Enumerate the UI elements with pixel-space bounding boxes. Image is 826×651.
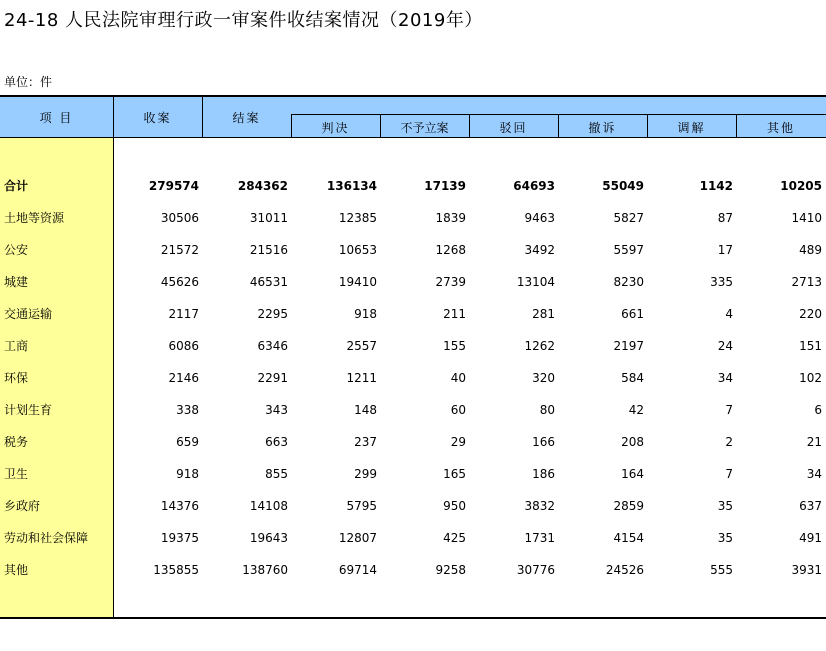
cell-value: 151 (799, 339, 822, 353)
cell-value: 166 (532, 435, 555, 449)
table-top-rule (0, 95, 826, 97)
cell-value: 3492 (524, 243, 555, 257)
row-label: 税务 (4, 435, 29, 449)
cell-value: 918 (176, 467, 199, 481)
header-not-accepted: 不予立案 (400, 121, 449, 135)
table-row (0, 522, 826, 554)
header-bottom-rule (0, 137, 826, 138)
cell-value: 2295 (257, 307, 288, 321)
header-withdrawn: 撤诉 (588, 121, 617, 135)
cell-value: 284362 (237, 179, 288, 193)
cell-value: 12385 (338, 211, 377, 225)
row-label: 工商 (4, 339, 29, 353)
cell-value: 46531 (249, 275, 288, 289)
row-label: 其他 (4, 563, 29, 577)
row-label: 土地等资源 (4, 211, 65, 225)
page-title: 24-18 人民法院审理行政一审案件收结案情况（2019年） (4, 10, 483, 31)
cell-value: 186 (532, 467, 555, 481)
cell-value: 3832 (524, 499, 555, 513)
cell-value: 7 (725, 467, 733, 481)
cell-value: 661 (621, 307, 644, 321)
table-row (0, 458, 826, 490)
header-mediation: 调解 (677, 121, 706, 135)
header-rejected: 驳回 (499, 121, 528, 135)
cell-value: 35 (717, 499, 733, 513)
cell-value: 12807 (338, 531, 377, 545)
header-other: 其他 (766, 121, 795, 135)
cell-value: 80 (539, 403, 555, 417)
cell-value: 338 (176, 403, 199, 417)
table-row-total (0, 170, 826, 202)
cell-value: 30506 (160, 211, 199, 225)
row-label: 公安 (4, 243, 29, 257)
cell-value: 237 (354, 435, 377, 449)
cell-value: 279574 (148, 179, 199, 193)
table-row (0, 298, 826, 330)
row-label: 劳动和社会保障 (4, 531, 89, 545)
cell-value: 21 (806, 435, 822, 449)
cell-value: 14376 (160, 499, 199, 513)
cell-value: 34 (717, 371, 733, 385)
table-row (0, 266, 826, 298)
cell-value: 17 (717, 243, 733, 257)
cell-value: 6346 (257, 339, 288, 353)
cell-value: 9463 (524, 211, 555, 225)
row-label: 交通运输 (4, 307, 53, 321)
cell-value: 299 (354, 467, 377, 481)
cell-value: 30776 (516, 563, 555, 577)
row-label: 城建 (4, 275, 29, 289)
row-label: 卫生 (4, 467, 29, 481)
header-judgment: 判决 (321, 121, 350, 135)
cell-value: 64693 (513, 179, 555, 193)
cell-value: 136134 (326, 179, 377, 193)
table-row (0, 202, 826, 234)
unit-label: 单位：件 (4, 75, 53, 89)
cell-value: 5597 (613, 243, 644, 257)
cell-value: 2557 (346, 339, 377, 353)
cell-value: 55049 (602, 179, 644, 193)
cell-value: 164 (621, 467, 644, 481)
cell-value: 34 (806, 467, 822, 481)
cell-value: 21572 (160, 243, 199, 257)
cell-value: 24 (717, 339, 733, 353)
cell-value: 60 (450, 403, 466, 417)
cell-value: 220 (799, 307, 822, 321)
cell-value: 40 (450, 371, 466, 385)
cell-value: 663 (265, 435, 288, 449)
header-subrule (291, 114, 826, 115)
cell-value: 45626 (160, 275, 199, 289)
cell-value: 4 (725, 307, 733, 321)
header-closed: 结案 (232, 111, 261, 125)
table-row (0, 554, 826, 586)
cell-value: 425 (443, 531, 466, 545)
cell-value: 584 (621, 371, 644, 385)
cell-value: 335 (710, 275, 733, 289)
cell-value: 1731 (524, 531, 555, 545)
cell-value: 855 (265, 467, 288, 481)
cell-value: 2 (725, 435, 733, 449)
cell-value: 1839 (435, 211, 466, 225)
cell-value: 135855 (153, 563, 199, 577)
cell-value: 918 (354, 307, 377, 321)
cell-value: 165 (443, 467, 466, 481)
cell-value: 29 (450, 435, 466, 449)
cell-value: 208 (621, 435, 644, 449)
cell-value: 5827 (613, 211, 644, 225)
cell-value: 1211 (346, 371, 377, 385)
cell-value: 19410 (338, 275, 377, 289)
row-label: 合计 (4, 179, 29, 193)
cell-value: 1268 (435, 243, 466, 257)
cell-value: 281 (532, 307, 555, 321)
row-label: 环保 (4, 371, 29, 385)
header-received: 收案 (143, 111, 172, 125)
cell-value: 14108 (249, 499, 288, 513)
cell-value: 35 (717, 531, 733, 545)
cell-value: 211 (443, 307, 466, 321)
cell-value: 6 (814, 403, 822, 417)
cell-value: 9258 (435, 563, 466, 577)
cell-value: 950 (443, 499, 466, 513)
cell-value: 5795 (346, 499, 377, 513)
cell-value: 659 (176, 435, 199, 449)
cell-value: 13104 (516, 275, 555, 289)
cell-value: 6086 (168, 339, 199, 353)
cell-value: 491 (799, 531, 822, 545)
cell-value: 87 (717, 211, 733, 225)
cell-value: 2739 (435, 275, 466, 289)
cell-value: 4154 (613, 531, 644, 545)
cell-value: 10653 (338, 243, 377, 257)
cell-value: 148 (354, 403, 377, 417)
cell-value: 69714 (338, 563, 377, 577)
cell-value: 637 (799, 499, 822, 513)
cell-value: 19643 (249, 531, 288, 545)
table-bottom-rule (0, 617, 826, 619)
cell-value: 21516 (249, 243, 288, 257)
cell-value: 138760 (242, 563, 288, 577)
table-row (0, 362, 826, 394)
cell-value: 42 (628, 403, 644, 417)
cell-value: 3931 (791, 563, 822, 577)
cell-value: 320 (532, 371, 555, 385)
cell-value: 155 (443, 339, 466, 353)
cell-value: 1262 (524, 339, 555, 353)
row-label: 乡政府 (4, 499, 41, 513)
cell-value: 1142 (699, 179, 733, 193)
row-label: 计划生育 (4, 403, 53, 417)
cell-value: 19375 (160, 531, 199, 545)
cell-value: 1410 (791, 211, 822, 225)
cell-value: 7 (725, 403, 733, 417)
cell-value: 10205 (780, 179, 822, 193)
cell-value: 31011 (249, 211, 288, 225)
table-row (0, 330, 826, 362)
cell-value: 489 (799, 243, 822, 257)
cell-value: 555 (710, 563, 733, 577)
cell-value: 2117 (168, 307, 199, 321)
cell-value: 17139 (424, 179, 466, 193)
cell-value: 343 (265, 403, 288, 417)
table-row (0, 234, 826, 266)
cell-value: 2197 (613, 339, 644, 353)
table-row (0, 426, 826, 458)
cell-value: 2146 (168, 371, 199, 385)
cell-value: 2859 (613, 499, 644, 513)
cell-value: 2291 (257, 371, 288, 385)
table-row (0, 490, 826, 522)
table-row (0, 394, 826, 426)
cell-value: 8230 (613, 275, 644, 289)
header-item: 项 目 (39, 111, 74, 125)
cell-value: 2713 (791, 275, 822, 289)
cell-value: 24526 (605, 563, 644, 577)
cell-value: 102 (799, 371, 822, 385)
